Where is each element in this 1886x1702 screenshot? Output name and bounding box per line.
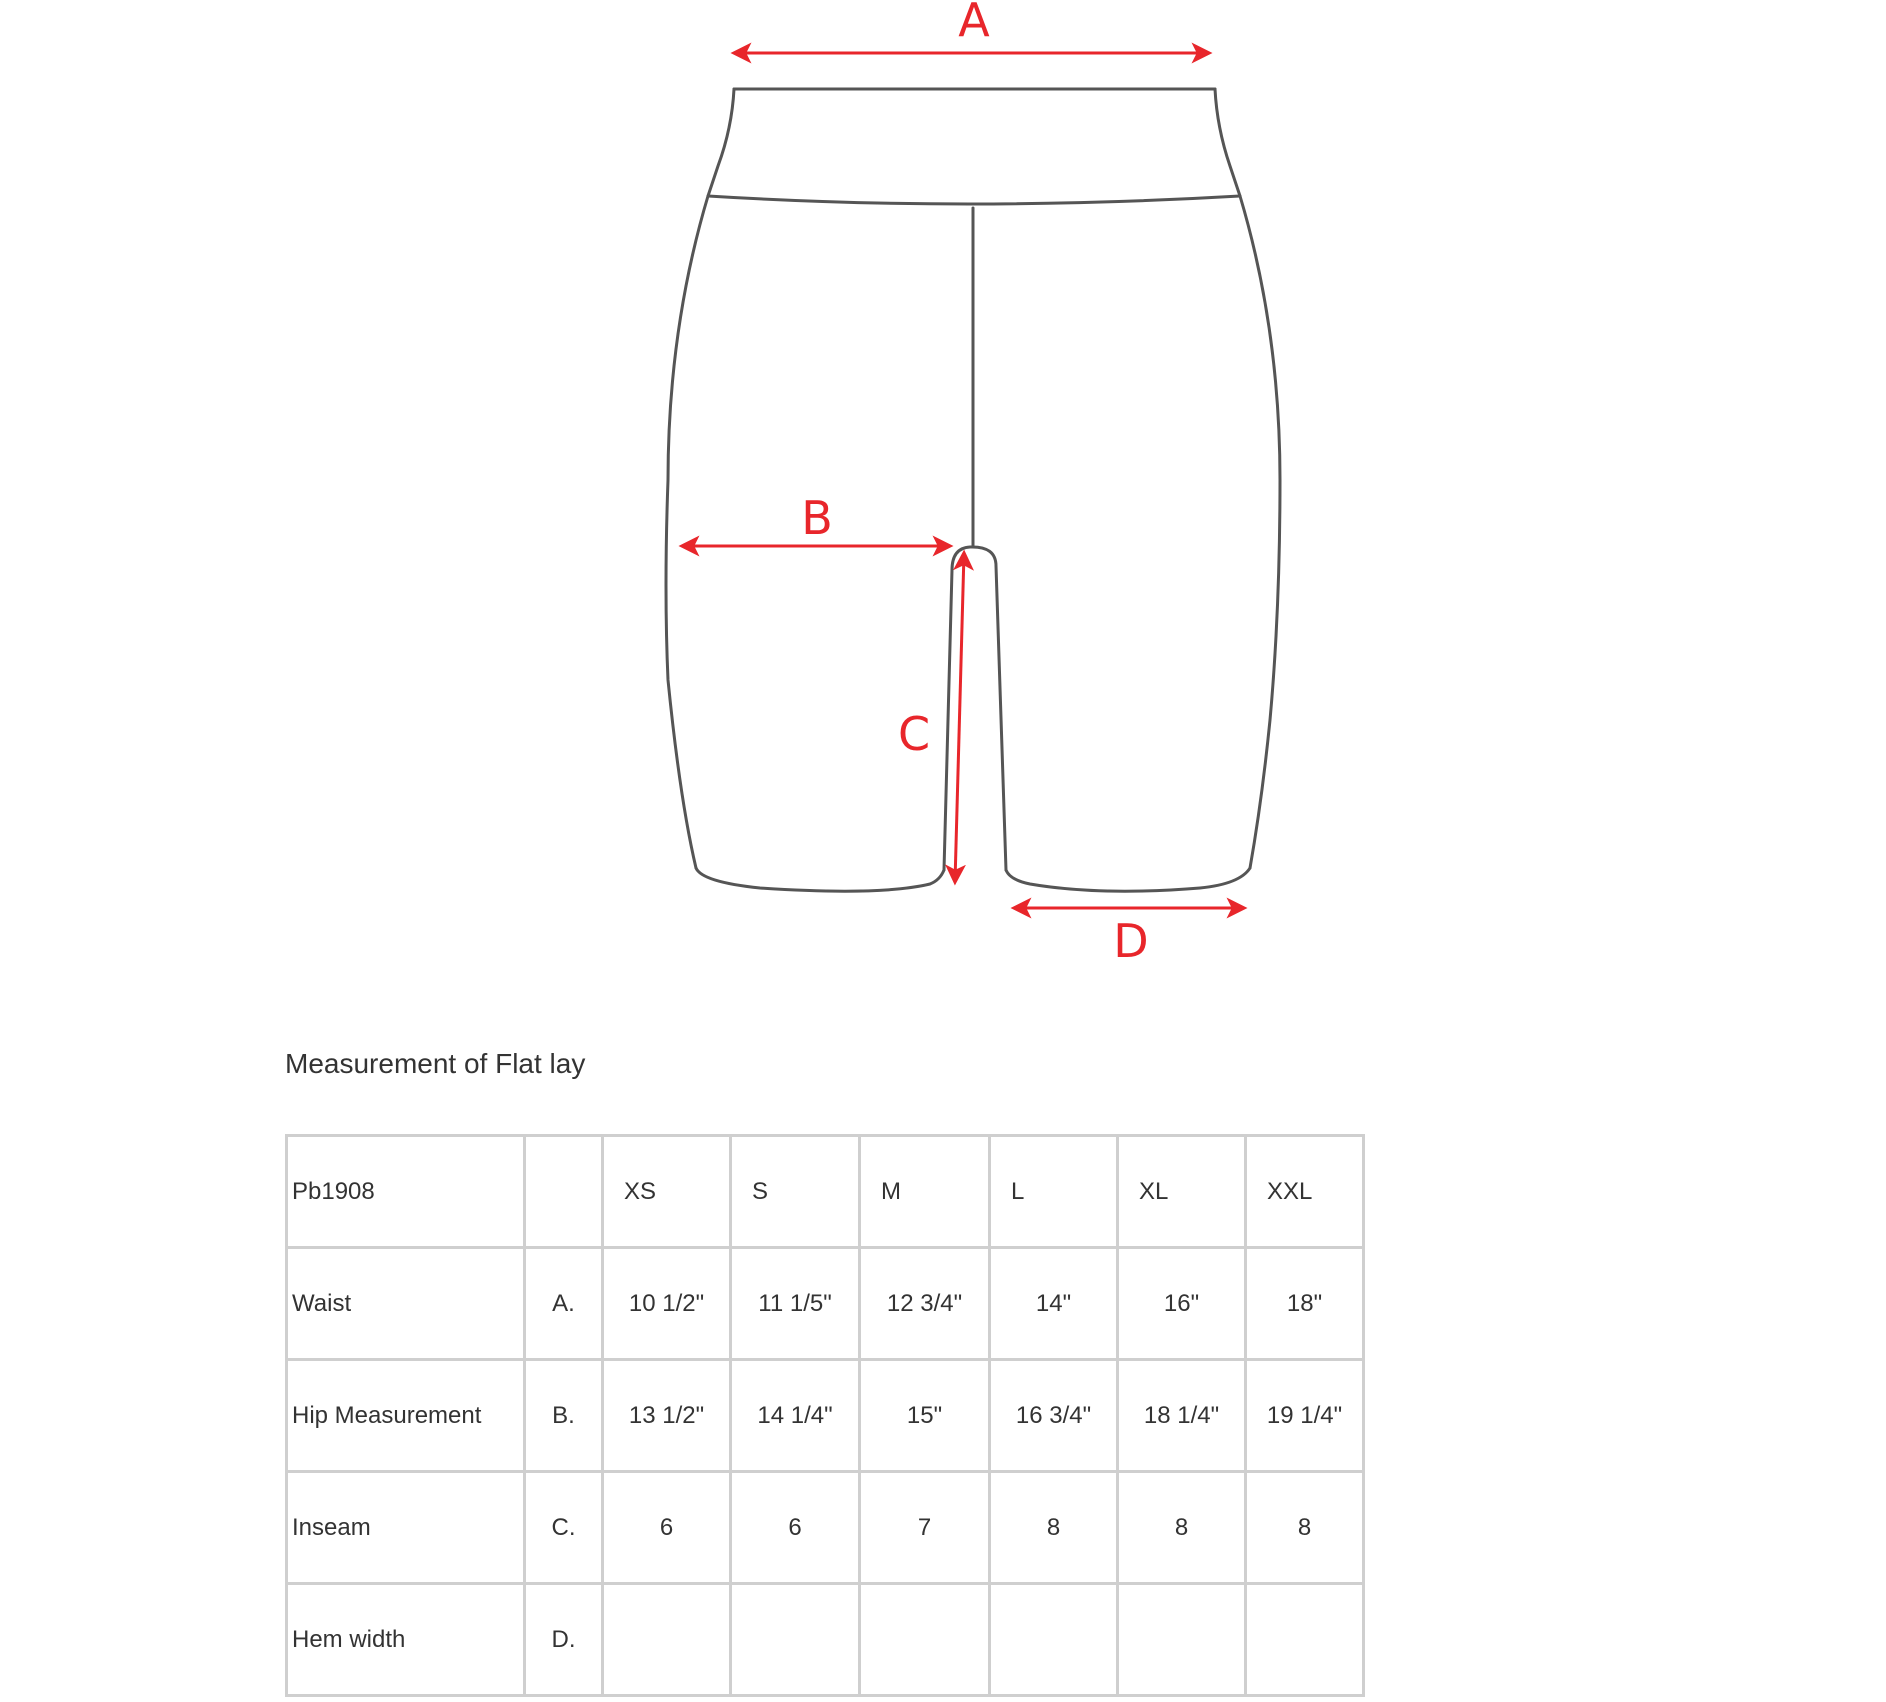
size-header-xl: XL xyxy=(1118,1136,1246,1248)
label-a: A xyxy=(958,0,990,47)
right-outer-seam xyxy=(1215,89,1280,868)
table-row-waist xyxy=(287,1248,1364,1360)
table-row-inseam xyxy=(287,1472,1364,1584)
row-label: Hem width xyxy=(287,1584,525,1696)
arrow-c xyxy=(955,553,964,882)
table-cell: 14 1/4" xyxy=(731,1360,860,1472)
table-cell: 18" xyxy=(1246,1248,1364,1360)
table-cell xyxy=(990,1584,1118,1696)
table-cell: 16 3/4" xyxy=(990,1360,1118,1472)
row-label: Waist xyxy=(287,1248,525,1360)
left-hem xyxy=(696,868,944,891)
left-outer-seam xyxy=(666,89,734,868)
label-d: D xyxy=(1113,914,1149,968)
row-label: Hip Measurement xyxy=(287,1360,525,1472)
row-code: B. xyxy=(525,1360,603,1472)
measurement-arrows xyxy=(682,53,1244,908)
size-header-xxl: XXL xyxy=(1246,1136,1364,1248)
table-header-row xyxy=(287,1136,1364,1248)
row-code: A. xyxy=(525,1248,603,1360)
size-header-m: M xyxy=(860,1136,990,1248)
table-cell xyxy=(603,1584,731,1696)
table-cell: 8 xyxy=(990,1472,1118,1584)
table-cell: 10 1/2" xyxy=(603,1248,731,1360)
table-cell xyxy=(731,1584,860,1696)
product-code-cell: Pb1908 xyxy=(287,1136,525,1248)
table-cell: 12 3/4" xyxy=(860,1248,990,1360)
table-cell: 14" xyxy=(990,1248,1118,1360)
table-cell: 6 xyxy=(603,1472,731,1584)
table-cell: 11 1/5" xyxy=(731,1248,860,1360)
table-cell: 19 1/4" xyxy=(1246,1360,1364,1472)
table-cell: 15" xyxy=(860,1360,990,1472)
table-cell: 6 xyxy=(731,1472,860,1584)
header-letter-cell xyxy=(525,1136,603,1248)
size-header-l: L xyxy=(990,1136,1118,1248)
row-label: Inseam xyxy=(287,1472,525,1584)
label-c: C xyxy=(897,707,931,761)
label-b: B xyxy=(801,491,833,545)
section-title: Measurement of Flat lay xyxy=(285,1048,586,1079)
shorts-outline xyxy=(666,89,1280,891)
table-cell: 8 xyxy=(1246,1472,1364,1584)
right-hem xyxy=(1006,868,1250,891)
size-header-xs: XS xyxy=(603,1136,731,1248)
size-chart-table xyxy=(285,1134,1365,1697)
table-row-hip xyxy=(287,1360,1364,1472)
table-cell: 18 1/4" xyxy=(1118,1360,1246,1472)
table-cell xyxy=(1246,1584,1364,1696)
table-cell: 7 xyxy=(860,1472,990,1584)
row-code: D. xyxy=(525,1584,603,1696)
inseam-outline xyxy=(944,547,1006,870)
size-header-s: S xyxy=(731,1136,860,1248)
row-code: C. xyxy=(525,1472,603,1584)
table-row-hem-width xyxy=(287,1584,1364,1696)
table-cell: 8 xyxy=(1118,1472,1246,1584)
table-cell xyxy=(860,1584,990,1696)
table-cell: 16" xyxy=(1118,1248,1246,1360)
table-cell: 13 1/2" xyxy=(603,1360,731,1472)
table-cell xyxy=(1118,1584,1246,1696)
waistband-seam xyxy=(708,196,1240,204)
